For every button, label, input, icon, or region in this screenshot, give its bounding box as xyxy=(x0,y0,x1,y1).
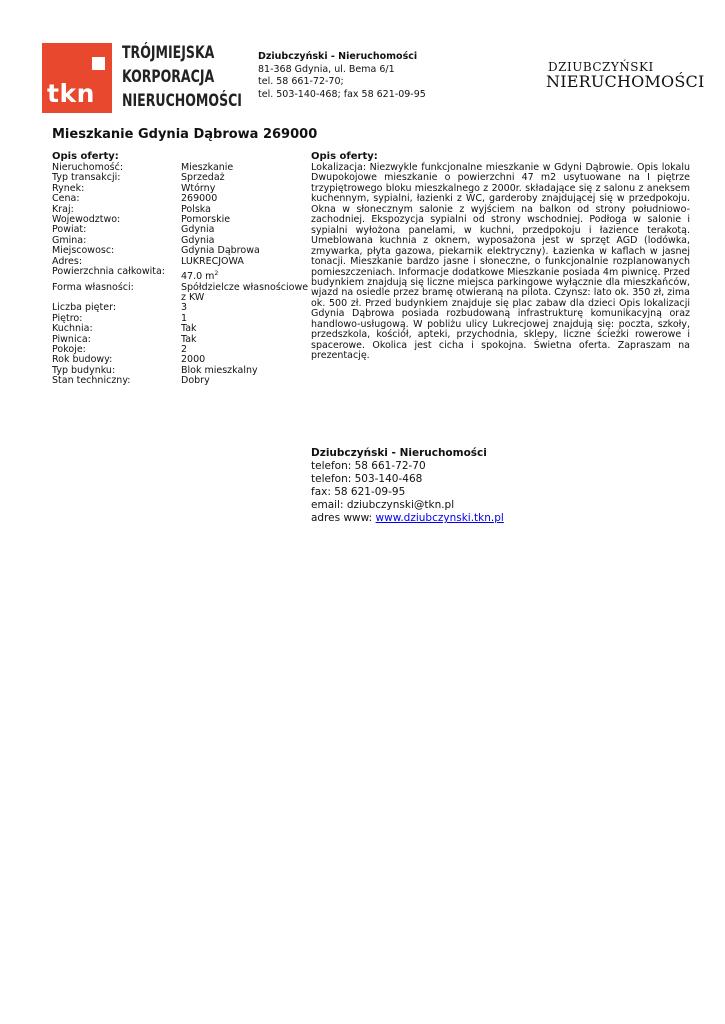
offer-row-value xyxy=(181,283,310,304)
brand-line-2: NIERUCHOMOŚCI xyxy=(546,72,705,91)
page-title: Mieszkanie Gdynia Dąbrowa 269000 xyxy=(52,127,318,142)
contact-block xyxy=(311,447,504,526)
logo-mark-text: tkn xyxy=(47,79,95,108)
offer-row-label: Kuchnia: xyxy=(52,323,93,335)
offer-heading: Opis oferty: xyxy=(52,151,119,162)
offer-row-label: Liczba pięter: xyxy=(52,302,117,314)
offer-row-value xyxy=(181,257,310,267)
offer-row-label: Stan techniczny: xyxy=(52,375,131,387)
offer-row-label: Kraj: xyxy=(52,203,74,215)
offer-row-value-text: Mieszkanie xyxy=(181,162,234,173)
offer-description xyxy=(311,151,690,362)
offer-details xyxy=(52,151,310,387)
logo-name-line-3: NIERUCHOMOŚCI xyxy=(122,91,242,111)
offer-row-label: Pokoje: xyxy=(52,344,86,356)
description-heading: Opis oferty: xyxy=(311,151,378,162)
offer-row-value-text: Spółdzielcze własnościowe z KW xyxy=(181,281,309,304)
offer-row-value-text: Gdynia Dąbrowa xyxy=(181,245,260,257)
contact-company: Dziubczyński - Nieruchomości xyxy=(311,447,487,459)
offer-row-label: Gmina: xyxy=(52,234,87,246)
offer-row-value-text: 2 xyxy=(181,344,188,356)
offer-row-label: Powierzchnia całkowita: xyxy=(52,266,165,278)
offer-row-label: Rynek: xyxy=(52,182,85,194)
brand-logo xyxy=(546,60,704,91)
offer-row-value-text: Dobry xyxy=(181,375,210,387)
header-tel-fax: tel. 503-140-468; fax 58 621-09-95 xyxy=(258,88,426,100)
offer-row-label: Rok budowy: xyxy=(52,354,113,366)
offer-row xyxy=(52,376,310,386)
offer-row-value xyxy=(181,314,310,324)
logo-name-line-1: TRÓJMIEJSKA xyxy=(122,43,215,63)
offer-row-value-text: 269000 xyxy=(181,193,218,205)
offer-row-value-text: Tak xyxy=(181,323,197,335)
offer-row-value-text: Wtórny xyxy=(181,182,216,194)
header-tel: tel. 58 661-72-70; xyxy=(258,76,344,87)
contact-email: email: dziubczynski@tkn.pl xyxy=(311,499,455,512)
contact-phone-1: telefon: 58 661-72-70 xyxy=(311,460,426,473)
offer-row-label: Miejscowosc: xyxy=(52,245,115,257)
offer-row-value xyxy=(181,303,310,313)
offer-row-label: Piwnica: xyxy=(52,333,91,345)
offer-row-label: Cena: xyxy=(52,193,80,205)
brand-line-1: DZIUBCZYŃSKI xyxy=(548,60,654,74)
offer-row-value-text: Sprzedaż xyxy=(181,172,225,184)
contact-www xyxy=(311,512,504,525)
offer-row-value xyxy=(181,324,310,334)
offer-row xyxy=(52,267,310,283)
offer-row-value xyxy=(181,335,310,345)
offer-row-value-text: Gdynia xyxy=(181,224,215,236)
offer-row-value-text: 1 xyxy=(181,312,188,324)
offer-row-value-text: LUKRECJOWA xyxy=(181,255,244,267)
offer-row-value-text: Tak xyxy=(181,333,197,345)
offer-row-value-text: Blok mieszkalny xyxy=(181,364,258,376)
contact-www-label: adres www: xyxy=(311,512,376,525)
offer-row-value-text: 2000 xyxy=(181,354,206,366)
offer-row-value-text: 3 xyxy=(181,302,188,314)
description-text: Lokalizacja: Niezwykle funkcjonalne mieszkanie w Gdyni Dąbrowie. Opis lokalu Dwupokojowe mieszkanie o powierzchni 47 m2 usytuowane na I piętrze trzypiętrowego bloku mieszkalnego z 2000r. składające się z salonu z aneksem kuchennym, sypialni, łazienki z WC, garderoby znajdującej się w przedpokoju. Okna w słonecznym salonie z wyjściem na balkon od strony południowo-zachodniej. Ekspozycja sypialni od strony wschodniej. Podłoga w salonie i sypialni wyłożona panelami, w kuchni, przedpokoju i łazience terakotą. Umeblowana kuchnia z oknem, wyposażona jest w sprzęt AGD (lodówka, zmywarka, płyta gazowa, piekarnik elektryczny). Łazienka w kaflach w jasnej tonacji. Mieszkanie bardzo jasne i słoneczne, o funkcjonalnie rozplanowanych pomieszczeniach. Informacje dodatkowe Mieszkanie posiada 4m piwnicę. Przed budynkiem znajdują się liczne miejsca parkingowe wyłącznie dla mieszkańców, wjazd na osiedle przez bramę otwieraną na pilota. Czynsz: lato ok. 350 zł, zima ok. 500 zł. Przed budynkiem znajduje się plac zabaw dla dzieci Opis lokalizacji Gdynia Dąbrowa posiada rozbudowaną infrastrukturę komunikacyjną oraz handlowo-usługową. W pobliżu ulicy Lukrecjowej znajdują się: poczta, szkoły, przedszkola, kościół, apteki, przychodnia, sklepy, liczne ścieżki rowerowe i spacerowe. Okolica jest cicha i spokojna. Świetna oferta. Zapraszam na prezentację. xyxy=(311,162,690,362)
offer-row-value-text: Gdynia xyxy=(181,234,215,246)
offer-row-value-text: 47.0 m xyxy=(181,271,215,283)
tkn-logo-mark xyxy=(42,43,112,113)
header-address: 81-368 Gdynia, ul. Bema 6/1 xyxy=(258,63,395,75)
contact-phone-2: telefon: 503-140-468 xyxy=(311,473,423,486)
offer-row-value-text: Pomorskie xyxy=(181,214,231,226)
offer-row-label: Powiat: xyxy=(52,224,87,236)
offer-row-label: Wojewodztwo: xyxy=(52,214,121,226)
logo-name-line-2: KORPORACJA xyxy=(122,67,215,87)
contact-fax: fax: 58 621-09-95 xyxy=(311,486,406,499)
header-contact xyxy=(258,51,426,101)
offer-row-label: Nieruchomość: xyxy=(52,162,124,173)
logo-company-name xyxy=(122,41,242,113)
offer-row-value-sup: 2 xyxy=(214,270,219,278)
offer-row-value-text: Polska xyxy=(181,203,211,215)
offer-row-label: Typ transakcji: xyxy=(52,172,121,184)
offer-rows xyxy=(52,163,310,387)
offer-row-label: Typ budynku: xyxy=(52,364,116,376)
offer-row-label: Piętro: xyxy=(52,312,83,324)
website-link[interactable]: www.dziubczynski.tkn.pl xyxy=(375,512,504,525)
offer-row xyxy=(52,283,310,304)
offer-row-label: Forma własności: xyxy=(52,281,134,293)
logo-square-icon xyxy=(92,57,105,70)
offer-row-value xyxy=(181,267,310,283)
header-company: Dziubczyński - Nieruchomości xyxy=(258,51,418,62)
offer-row-value xyxy=(181,376,310,386)
offer-row-label: Adres: xyxy=(52,255,83,267)
